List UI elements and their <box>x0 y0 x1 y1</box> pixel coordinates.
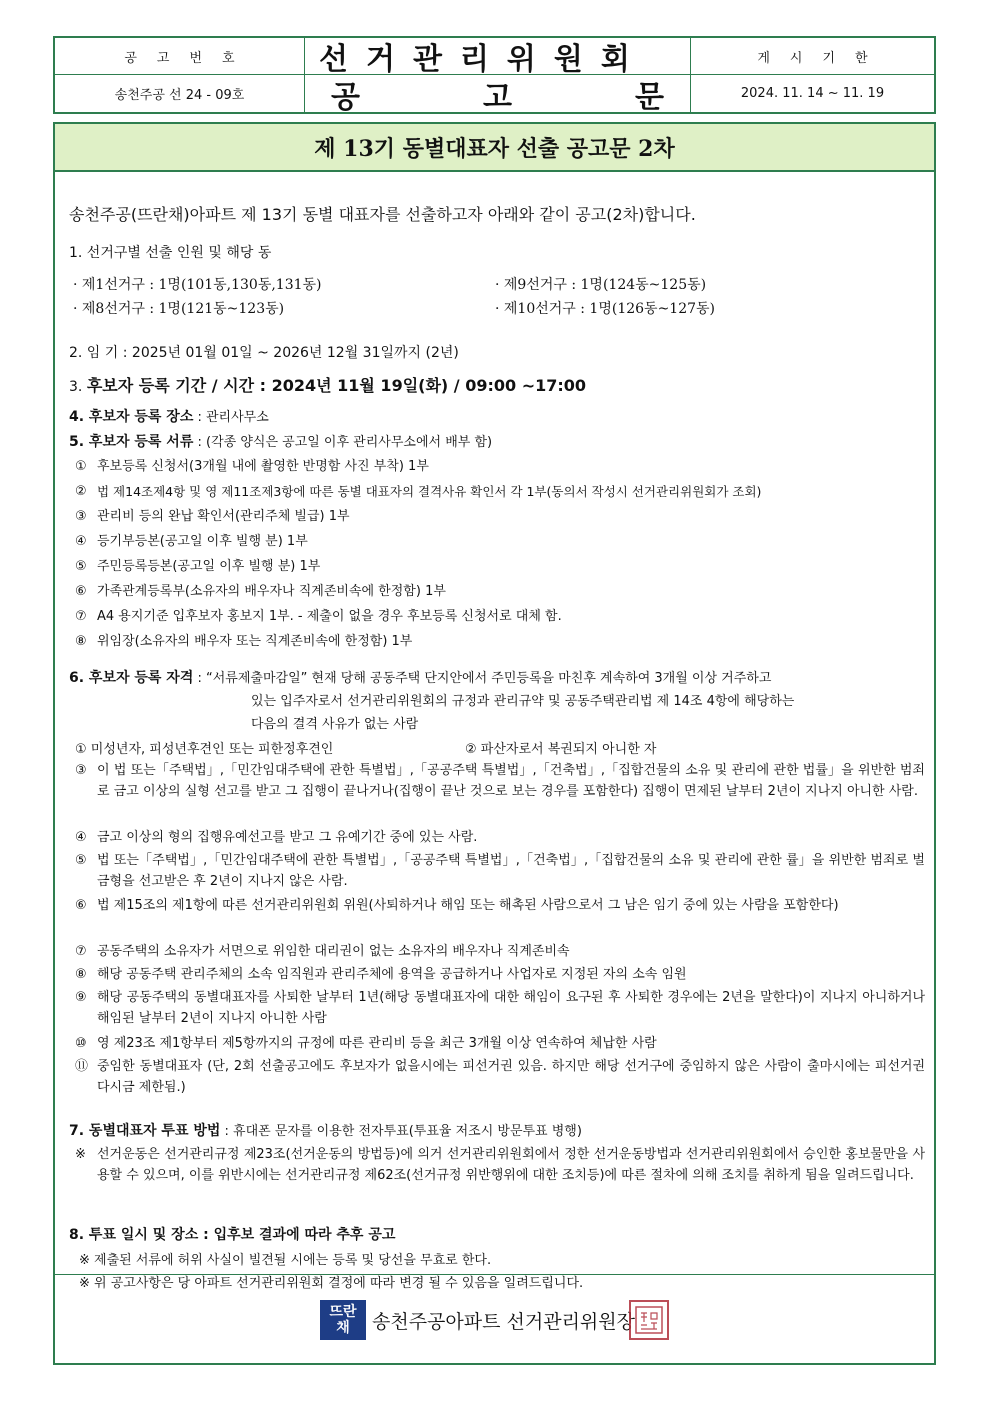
s6-item-9-num: ⑨ <box>75 990 87 1005</box>
notice-frame <box>53 122 936 1365</box>
s5-item-1-num: ① <box>75 459 87 474</box>
s6-item-9-text: 해당 공동주택의 동별대표자를 사퇴한 날부터 1년(해당 동별대표자에 대한 해임이 요구된 후 사퇴한 경우에는 2년을 말한다)이 지나지 아니하거나 해임된 날부터 2년이 지나지 아니한 사람 <box>97 990 925 1026</box>
s5-item-4 <box>75 531 925 552</box>
s5-item-6-num: ⑥ <box>75 584 87 599</box>
s6-item-10-text: 영 제23조 제1항부터 제5항까지의 규정에 따른 관리비 등을 최근 3개월 이상 연속하여 체납한 사람 <box>97 1036 657 1051</box>
section-5-heading: 5. 후보자 등록 서류 <box>69 434 194 450</box>
s6-item-1-text: 미성년자, 피성년후견인 또는 피한정후견인 <box>90 742 334 757</box>
s5-item-6-text: 가족관계등록부(소유자의 배우자나 직계존비속에 한정함) 1부 <box>97 584 446 599</box>
section-5 <box>69 431 492 451</box>
section-5-note: : (각종 양식은 공고일 이후 관리사무소에서 배부 함) <box>193 435 493 450</box>
s5-item-7-text: A4 용지기준 입후보자 홍보지 1부. - 제출이 없을 경우 후보등록 신청서로 대체 함. <box>97 609 562 624</box>
district-10: · 제10선거구 : 1명(126동~127동) <box>495 301 716 317</box>
section-3-heading: 후보자 등록 기간 / 시간 : 2024년 11월 19일(화) / 09:00 ~17:00 <box>86 376 587 395</box>
section-4-value: : 관리사무소 <box>193 410 269 425</box>
apartment-logo <box>320 1300 366 1340</box>
s6-item-1 <box>75 738 333 757</box>
s6-item-11-text: 중임한 동별대표자 (단, 2회 선출공고에도 후보자가 없을시에는 피선거권 있음. 하지만 해당 선거구에 중임하지 않은 사람이 출마시에는 피선거권 다시금 제한됨.) <box>97 1059 925 1095</box>
s6-item-4-num: ④ <box>75 830 87 845</box>
s6-item-8 <box>75 964 925 985</box>
s6-item-7-text: 공동주택의 소유자가 서면으로 위임한 대리권이 없는 소유자의 배우자나 직계존비속 <box>97 944 570 959</box>
committee-column <box>305 38 691 115</box>
section-8-heading: 8. 투표 일시 및 장소 <box>69 1227 199 1243</box>
posting-period-label: 게시기한 <box>691 38 934 75</box>
s5-item-7-num: ⑦ <box>75 609 87 624</box>
s5-item-2-num: ② <box>75 484 87 499</box>
section-6-line-1: : “서류제출마감일” 현재 당해 공동주택 단지안에서 주민등록을 마친후 계속하여 3개월 이상 거주하고 <box>193 671 772 686</box>
s5-item-5 <box>75 556 925 577</box>
seal-icon <box>634 1305 664 1335</box>
s5-item-6 <box>75 581 925 602</box>
s5-item-3-num: ③ <box>75 509 87 524</box>
section-3-number: 3. <box>69 379 87 395</box>
s5-item-3 <box>75 506 925 527</box>
s5-item-4-num: ④ <box>75 534 87 549</box>
signature-text: 송천주공아파트 선거관리위원장 <box>372 1310 635 1333</box>
s6-item-2-num: ② <box>465 742 477 757</box>
section-7 <box>69 1120 582 1140</box>
s6-item-8-num: ⑧ <box>75 967 87 982</box>
s6-item-3-num: ③ <box>75 763 87 778</box>
s6-item-5-text: 법 또는「주택법」,「민간임대주택에 관한 특별법」,「공공주택 특별법」,「건축법」,「집합건물의 소유 및 관리에 관한 률」을 위반한 범죄로 벌금형을 선고받은 후 2년이 지나지 않은 사람. <box>97 853 925 889</box>
s6-item-2-text: 파산자로서 복권되지 아니한 자 <box>480 742 657 757</box>
section-8-note-1: ※ 제출된 서류에 허위 사실이 빌견될 시에는 등록 및 당선을 무효로 한다. <box>79 1253 492 1268</box>
doc-type <box>305 75 690 115</box>
s5-item-1 <box>75 456 925 477</box>
s6-item-5-num: ⑤ <box>75 853 87 868</box>
district-9: · 제9선거구 : 1명(124동~125동) <box>495 277 707 293</box>
s5-item-8 <box>75 631 925 652</box>
s6-item-9 <box>75 987 925 1029</box>
committee-title: 선거관리위원회 <box>305 38 690 75</box>
s6-item-4-text: 금고 이상의 형의 집행유예선고를 받고 그 유예기간 중에 있는 사람. <box>97 830 478 845</box>
section-8-value: : 입후보 결과에 따라 추후 공고 <box>198 1227 396 1243</box>
section-8 <box>69 1224 395 1244</box>
logo-text-bottom: 채 <box>336 1320 350 1336</box>
s5-item-3-text: 관리비 등의 완납 확인서(관리주체 빌급) 1부 <box>97 509 350 524</box>
section-7-note <box>75 1144 925 1186</box>
s6-item-6-text: 법 제15조의 제1항에 따른 선거관리위원회 위원(사퇴하거나 해임 또는 해촉된 사람으로서 그 남은 임기 중에 있는 사람을 포함한다) <box>97 898 839 913</box>
s6-item-11 <box>75 1056 925 1098</box>
posting-period-value: 2024. 11. 14 ~ 11. 19 <box>740 86 885 101</box>
s6-item-10 <box>75 1033 925 1054</box>
s6-item-2 <box>465 738 656 757</box>
s5-item-8-text: 위임장(소유자의 배우자 또는 직계존비속에 한정함) 1부 <box>97 634 413 649</box>
notice-number-label: 공고번호 <box>55 38 304 75</box>
notice-number-value: 송천주공 선 24 - 09호 <box>114 88 245 103</box>
s6-item-7 <box>75 941 925 962</box>
notice-title: 제 13기 동별대표자 선출 공고문 2차 <box>55 124 934 172</box>
s6-item-3 <box>75 760 925 802</box>
section-7-value: : 휴대폰 문자를 이용한 전자투표(투표율 저조시 방문투표 병행) <box>220 1124 582 1139</box>
s5-item-2-text: 법 제14조제4항 및 영 제11조제3항에 따른 동별 대표자의 결격사유 확인서 각 1부(동의서 작성시 선거관리위원회가 조회) <box>97 484 762 499</box>
s6-item-8-text: 해당 공동주택 관리주체의 소속 임직원과 관리주체에 용역을 공급하거나 사업자로 지정된 자의 소속 임원 <box>97 967 687 982</box>
s6-item-10-num: ⑩ <box>75 1036 87 1051</box>
s6-item-6-num: ⑥ <box>75 898 87 913</box>
s6-item-1-num: ① <box>75 742 87 757</box>
posting-period-column <box>691 38 934 112</box>
district-1: · 제1선거구 : 1명(101동,130동,131동) <box>73 277 322 293</box>
section-6-line-3: 다음의 결격 사유가 없는 사람 <box>251 717 419 732</box>
s5-item-5-text: 주민등록등본(공고일 이후 빌행 분) 1부 <box>97 559 321 574</box>
footer-divider <box>55 1274 934 1275</box>
notice-number-column <box>55 38 305 112</box>
doc-type-char-1: 공 <box>331 79 360 115</box>
section-4-heading: 4. 후보자 등록 장소 <box>69 409 194 425</box>
s5-item-4-text: 등기부등본(공고일 이후 빌행 분) 1부 <box>97 534 308 549</box>
s6-item-7-num: ⑦ <box>75 944 87 959</box>
signature-block <box>55 1276 934 1364</box>
s5-item-5-num: ⑤ <box>75 559 87 574</box>
section-6 <box>69 667 771 687</box>
section-7-note-text: 선거운동은 선거관리규정 제23조(선거운동의 방법등)에 의거 선거관리위원회에서 정한 선거운동방법과 선거관리위원회에서 승인한 홍보물만을 사용할 수 있으며, 이를 위반시에는 선거관리규정 제62조(선거규정 위반행위에 대한 조치등)에 따른 절차에 의해 조치를 취하게 됨을 일려드립니다. <box>97 1147 925 1183</box>
district-8: · 제8선거구 : 1명(121동~123동) <box>73 301 285 317</box>
section-6-line-2: 있는 입주자로서 선거관리위원회의 규정과 관리규약 및 공동주택관리법 제 14조 4항에 해당하는 <box>251 694 795 709</box>
intro-text: 송천주공(뜨란채)아파트 제 13기 동별 대표자를 선출하고자 아래와 같이 공고(2차)합니다. <box>69 205 696 224</box>
header-table <box>53 36 936 114</box>
doc-type-char-2: 고 <box>483 79 512 115</box>
section-7-heading: 7. 동별대표자 투표 방법 <box>69 1123 221 1139</box>
s5-item-2 <box>75 481 925 502</box>
s6-item-11-num: ⑪ <box>75 1059 89 1074</box>
s5-item-8-num: ⑧ <box>75 634 87 649</box>
s6-item-5 <box>75 850 925 892</box>
section-7-note-mark: ※ <box>75 1147 86 1162</box>
official-seal-stamp <box>629 1300 669 1340</box>
s6-item-4 <box>75 827 925 848</box>
s5-item-7 <box>75 606 925 627</box>
section-1-heading: 1. 선거구별 선출 인원 및 해당 동 <box>69 245 272 261</box>
s6-item-6 <box>75 895 925 916</box>
section-4 <box>69 406 269 426</box>
section-3 <box>69 373 586 396</box>
logo-text-top: 뜨란 <box>329 1304 357 1320</box>
section-8-note-2: ※ 위 공고사항은 당 아파트 선거관리위원회 결정에 따라 변경 될 수 있음을 일려드립니다. <box>79 1276 584 1291</box>
section-2-term: 2. 임 기 : 2025년 01월 01일 ~ 2026년 12월 31일까지 (2년) <box>69 345 459 361</box>
doc-type-char-3: 문 <box>635 79 664 115</box>
section-6-heading: 6. 후보자 등록 자격 <box>69 670 194 686</box>
s5-item-1-text: 후보등록 신청서(3개월 내에 촬영한 반명함 사진 부착) 1부 <box>97 459 429 474</box>
s6-item-3-text: 이 법 또는「주택법」,「민간임대주택에 관한 특별법」,「공공주택 특별법」,「건축법」,「집합건물의 소유 및 관리에 관한 법률」을 위반한 범죄로 금고 이상의 실형 선고를 받고 그 집행이 끝나거나(집행이 끝난 것으로 보는 경우를 포함한다) 집행이 면제된 날부터 2년이 지나지 아니한 사람. <box>97 763 925 799</box>
